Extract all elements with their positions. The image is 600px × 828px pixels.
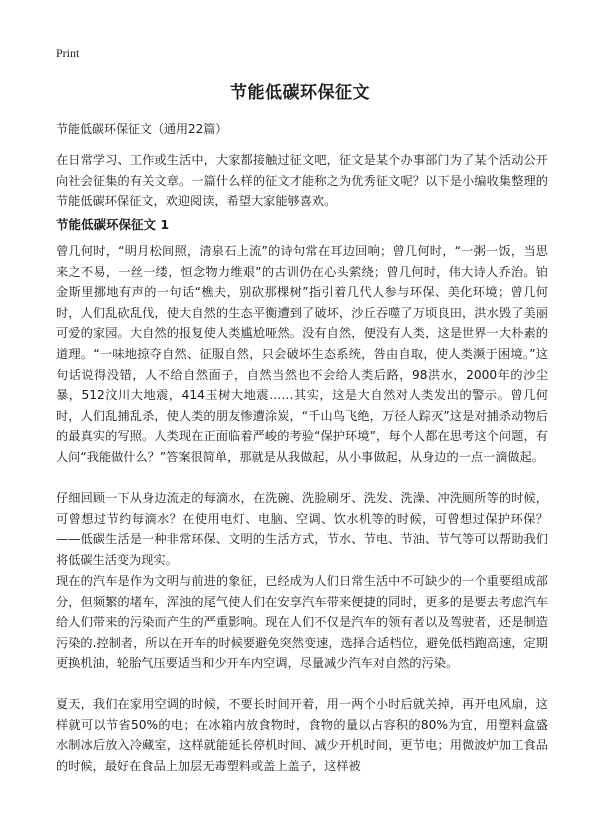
paragraph-text: 曾几何时，“明月松间照，清泉石上流”的诗句常在耳边回响；曾几何时，“一粥一饭，当思来之不易，一丝一缕，恒念物力维艰”的古训仍在心头萦绕；曾几何时，伟大诗人乔治。铂金斯里挪地有声的一句话“樵夫，别砍那棵树”指引着几代人参与环保、美化环境；曾几何时，人们乱砍乱伐，使大自然的生态平衡遭到了破坏，沙丘吞噬了万顷良田，洪水毁了美丽可爱的家园。大自然的报复使人类尴尬哑然。没有自然，便没有人类，这是世界一大朴素的道理。“一味地掠夺自然、征服自然，只会破坏生态系统，咎由自取，使人类濒于困境。”这句话说得没错，人不给自然面子，自然当然也不会给人类后路，98洪水，2000年的沙尘暴，512汶川大地震，414玉树大地震……其实，这是大自然对人类发出的警示。曾几何时，人们乱捕乱杀，使人类的朋友惨遭涂炭，“千山鸟飞绝，万径人踪灭”这是对捕杀动物后的最真实的写照。人类现在正面临着严峻的考验“保护环境”，每个人都在思考这个问题，有人问“我能做什么？”答案很简单，那就是从我做起，从小事做起，从身边的一点一滴做起。	[56, 244, 548, 464]
document-subtitle: 节能低碳环保征文（通用22篇）	[56, 122, 228, 136]
print-link[interactable]: Print	[56, 46, 80, 60]
body-paragraph-2	[56, 488, 548, 570]
paragraph-text: 现在的汽车是作为文明与前进的象征，已经成为人们日常生活中不可缺少的一个重要组成部分，但频繁的堵车，浑浊的尾气使人们在安享汽车带来便捷的同时，更多的是要去考虑汽车给人们带来的污染而产生的严重影响。现在人们不仅是汽车的领有者以及驾驶者，还是制造污染的.控制者，所以在开车的时候要避免突然变速，选择合适档位，避免低档跑高速，定期更换机油，轮胎气压要适当和少开车内空调，尽量减少汽车对自然的污染。	[56, 574, 548, 671]
section-heading: 节能低碳环保征文 1	[56, 217, 170, 232]
intro-text: 在日常学习、工作或生活中，大家都接触过征文吧，征文是某个办事部门为了某个活动公开向社会征集的有关文章。一篇什么样的征文才能称之为优秀征文呢？以下是小编收集整理的节能低碳环保征文，欢迎阅读，希望大家能够喜欢。	[56, 153, 548, 209]
body-paragraph-4	[56, 694, 548, 776]
page-title: 节能低碳环保征文	[230, 83, 370, 103]
body-paragraph-3	[56, 571, 548, 674]
paragraph-text: 仔细回顾一下从身边流走的每滴水，在洗碗、洗脸刷牙、洗发、洗澡、冲洗厕所等的时候，可曾想过节约每滴水？在使用电灯、电脑、空调、饮水机等的时候，可曾想过保护环保？——低碳生活是一种非常环保、文明的生活方式，节水、节电、节油、节气等可以帮助我们将低碳生活变为现实。	[56, 491, 548, 567]
paragraph-text: 夏天，我们在家用空调的时候，不要长时间开着，用一两个小时后就关掉，再开电风扇，这样就可以节省50%的电；在冰箱内放食物时，食物的量以占容积的80%为宜，用塑料盒盛水制冰后放入冷藏室，这样就能延长停机时间、减少开机时间，更节电；用微波炉加工食品的时候，最好在食品上加层无毒塑料或盖上盖子，这样被	[56, 697, 548, 773]
intro-paragraph	[56, 150, 548, 212]
body-paragraph-1	[56, 241, 548, 468]
